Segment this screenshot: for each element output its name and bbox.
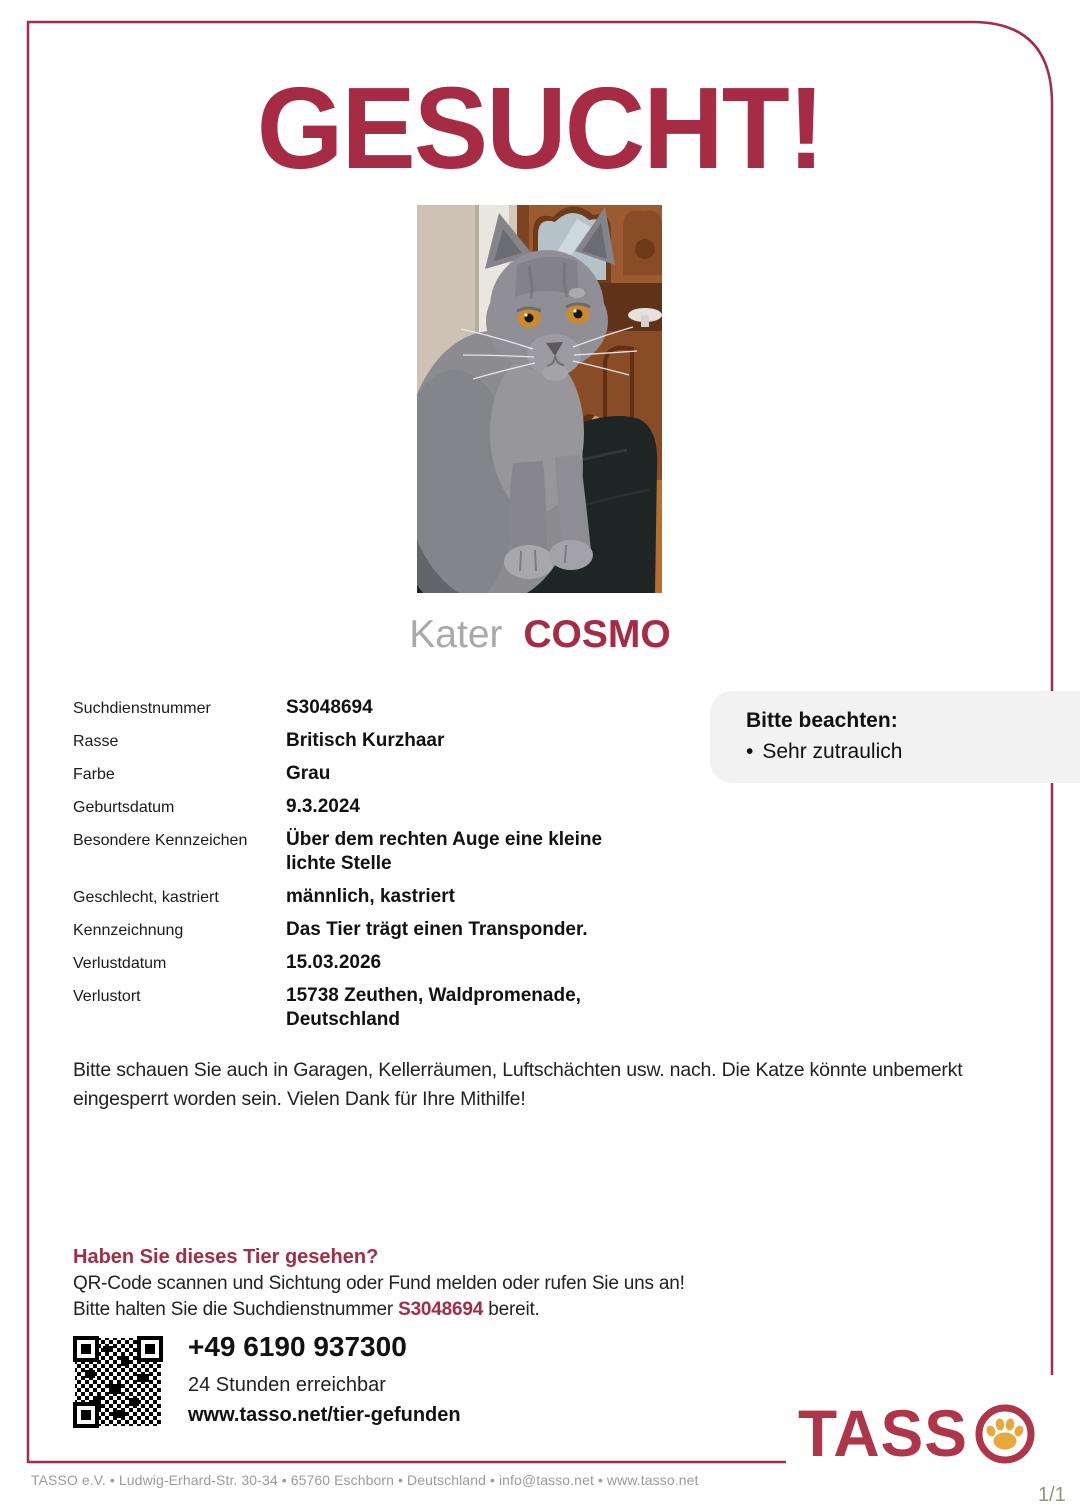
qr-code[interactable] [73, 1336, 163, 1428]
detail-value: 15738 Zeuthen, Waldpromenade, Deutschland [286, 985, 581, 1030]
detail-value: Britisch Kurzhaar [286, 730, 445, 751]
pet-name: COSMO [523, 613, 671, 656]
table-row [73, 696, 673, 720]
tasso-logo-text: TASS [798, 1396, 968, 1470]
table-row [73, 984, 673, 1032]
detail-value: 9.3.2024 [286, 796, 360, 817]
notice-box [710, 691, 1080, 783]
tasso-logo [798, 1396, 1036, 1470]
pet-photo [417, 205, 662, 593]
bullet-glyph: • [746, 740, 754, 763]
availability-note: 24 Stunden erreichbar [188, 1374, 386, 1396]
table-row [73, 828, 673, 876]
detail-label: Verlustort [73, 988, 141, 1005]
detail-label: Geschlecht, kastriert [73, 889, 219, 906]
notice-box-title: Bitte beachten: [746, 709, 898, 732]
table-row [73, 729, 673, 753]
pet-details-table [73, 696, 673, 1041]
phone-number: +49 6190 937300 [188, 1331, 407, 1362]
detail-value: männlich, kastriert [286, 886, 455, 907]
detail-label: Kennzeichnung [73, 922, 184, 939]
pet-title [28, 612, 1052, 658]
poster-headline: GESUCHT! [256, 63, 824, 193]
sighting-note-prefix: Bitte halten Sie die Suchdienstnummer [73, 1299, 399, 1320]
sighting-note-suffix: bereit. [483, 1299, 540, 1320]
sighting-heading: Haben Sie dieses Tier gesehen? [73, 1246, 379, 1268]
detail-value: Grau [286, 763, 331, 784]
report-url[interactable]: www.tasso.net/tier-gefunden [188, 1404, 461, 1426]
detail-value: S3048694 [286, 697, 373, 718]
table-row [73, 885, 673, 909]
detail-value: 15.03.2026 [286, 952, 382, 973]
tasso-logo-paw-icon [974, 1402, 1036, 1464]
detail-label: Verlustdatum [73, 955, 167, 972]
poster-headline-row [28, 63, 1052, 193]
page-indicator: 1/1 [1038, 1484, 1066, 1506]
table-row [73, 951, 673, 975]
pet-title-prefix: Kater [409, 613, 503, 656]
table-row [73, 762, 673, 786]
sighting-number-note [73, 1299, 540, 1321]
detail-label: Suchdienstnummer [73, 700, 211, 717]
footer-contact-line: TASSO e.V. • Ludwig-Erhard-Str. 30-34 • 65760 Eschborn • Deutschland • info@tasso.net • www.tasso.net [31, 1472, 699, 1488]
detail-label: Rasse [73, 733, 119, 750]
appeal-text: Bitte schauen Sie auch in Garagen, Kellerräumen, Luftschächten usw. nach. Die Katze könnte unbemerkt eingesperrt worden sein. Vielen Dank für Ihre Mithilfe! [73, 1059, 963, 1110]
detail-label: Farbe [73, 766, 115, 783]
search-service-number: S3048694 [398, 1299, 484, 1320]
notice-box-item-text: Sehr zutraulich [762, 740, 903, 763]
sighting-instructions: QR-Code scannen und Sichtung oder Fund melden oder rufen Sie uns an! [73, 1273, 685, 1294]
table-row [73, 918, 673, 942]
table-row [73, 795, 673, 819]
notice-box-item [746, 736, 1080, 768]
detail-label: Geburtsdatum [73, 799, 175, 816]
detail-value: Über dem rechten Auge eine kleine lichte Stelle [286, 829, 603, 874]
detail-label: Besondere Kennzeichen [73, 832, 248, 849]
detail-value: Das Tier trägt einen Transponder. [286, 919, 588, 940]
